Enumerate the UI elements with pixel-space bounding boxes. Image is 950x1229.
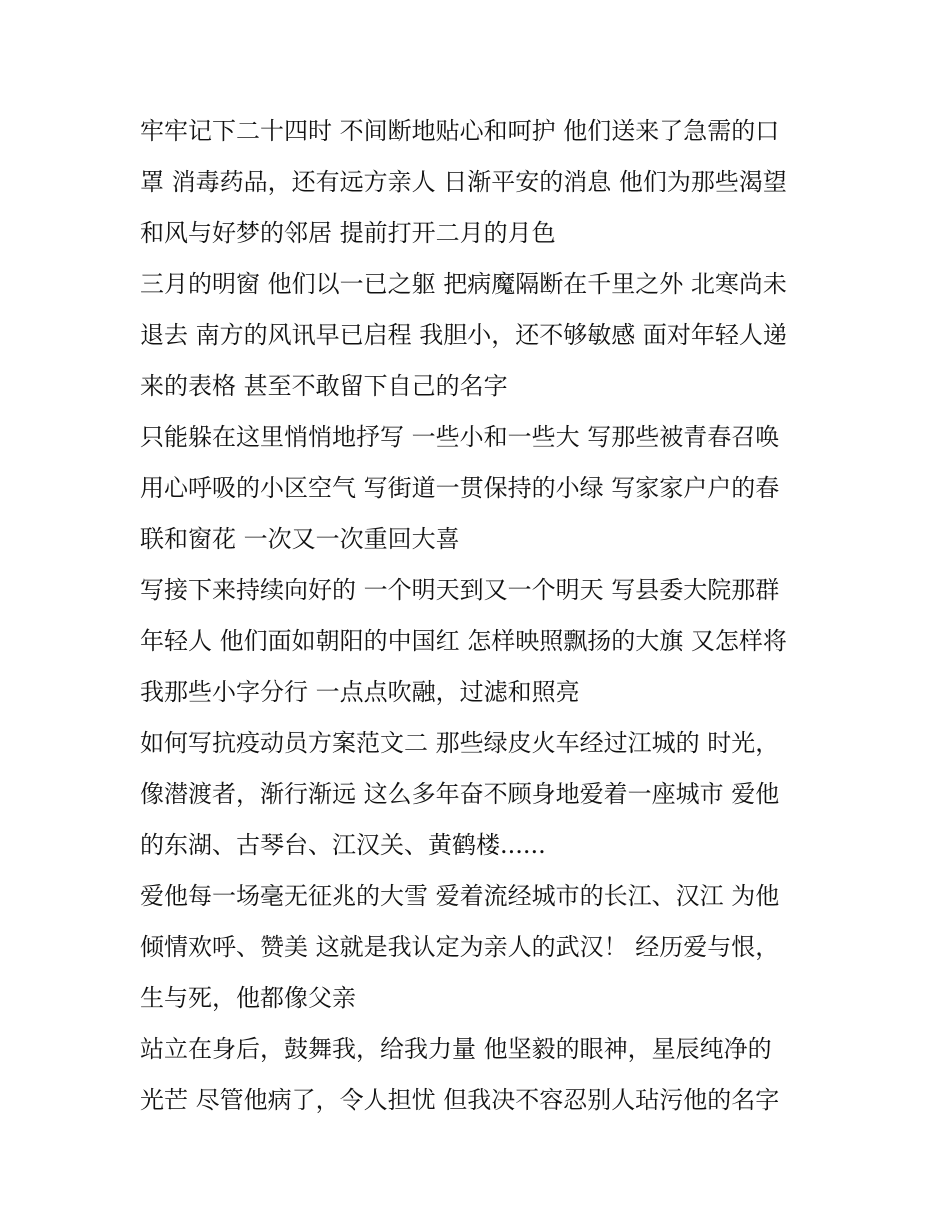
paragraph-6 xyxy=(140,871,820,1024)
paragraph-7 xyxy=(140,1024,820,1126)
text-line: 罩 消毒药品，还有远方亲人 日渐平安的消息 他们为那些渴望 xyxy=(140,168,787,196)
text-line: 倾情欢呼、赞美 这就是我认定为亲人的武汉！ 经历爱与恨， xyxy=(140,933,780,961)
text-line: 如何写抗疫动员方案范文二 那些绿皮火车经过江城的 时光， xyxy=(140,729,780,757)
text-line: 只能躲在这里悄悄地抒写 一些小和一些大 写那些被青春召唤 xyxy=(140,423,780,451)
text-line: 像潜渡者，渐行渐远 这么多年奋不顾身地爱着一座城市 爱他 xyxy=(140,780,780,808)
paragraph-3 xyxy=(140,412,820,565)
text-line: 联和窗花 一次又一次重回大喜 xyxy=(140,525,460,553)
paragraph-4 xyxy=(140,565,820,718)
text-line: 三月的明窗 他们以一已之躯 把病魔隔断在千里之外 北寒尚未 xyxy=(140,270,787,298)
text-line: 写接下来持续向好的 一个明天到又一个明天 写县委大院那群 xyxy=(140,576,780,604)
paragraph-5 xyxy=(140,718,820,871)
paragraph-2 xyxy=(140,259,820,412)
text-line: 站立在身后，鼓舞我，给我力量 他坚毅的眼神，星辰纯净的 xyxy=(140,1035,772,1063)
text-line: 用心呼吸的小区空气 写街道一贯保持的小绿 写家家户户的春 xyxy=(140,474,780,502)
document-body xyxy=(140,106,820,1126)
text-line: 来的表格 甚至不敢留下自己的名字 xyxy=(140,372,508,400)
text-line: 退去 南方的风讯早已启程 我胆小，还不够敏感 面对年轻人递 xyxy=(140,321,787,349)
text-line: 年轻人 他们面如朝阳的中国红 怎样映照飘扬的大旗 又怎样将 xyxy=(140,627,787,655)
paragraph-1 xyxy=(140,106,820,259)
text-line: 爱他每一场毫无征兆的大雪 爱着流经城市的长江、汉江 为他 xyxy=(140,882,780,910)
text-line: 牢牢记下二十四时 不间断地贴心和呵护 他们送来了急需的口 xyxy=(140,117,780,145)
text-line: 生与死，他都像父亲 xyxy=(140,984,356,1012)
text-line: 光芒 尽管他病了，令人担忧 但我决不容忍别人玷污他的名字 xyxy=(140,1086,780,1114)
text-line: 的东湖、古琴台、江汉关、黄鹤楼...... xyxy=(140,831,546,859)
text-line: 和风与好梦的邻居 提前打开二月的月色 xyxy=(140,219,556,247)
text-line: 我那些小字分行 一点点吹融，过滤和照亮 xyxy=(140,678,580,706)
